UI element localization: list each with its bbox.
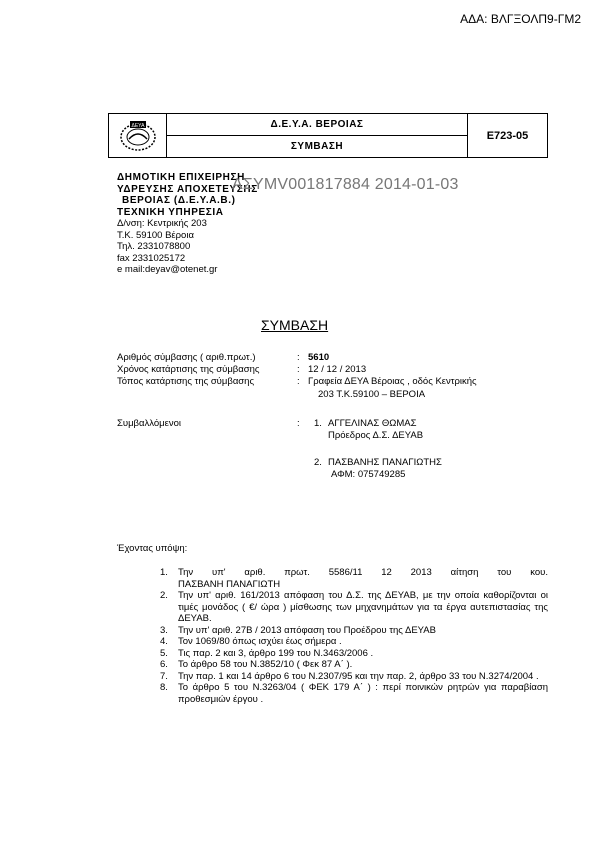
contract-number-value: 5610 [308,352,330,363]
list-item: 4. Τον 1069/80 όπως ισχύει έως σήμερα . [160,636,342,647]
list-item: 1. Την υπ' αριθ. πρωτ. 5586/11 12 2013 αίτηση του κου. ΠΑΣΒΑΝΗ ΠΑΝΑΓΙΩΤΗ [160,567,548,590]
org-postal: Τ.Κ. 59100 Βέροια [117,229,194,241]
colon: : [297,364,300,375]
header-doc-code: Ε723-05 [486,129,529,142]
list-item: 3. Την υπ' αριθ. 27Β / 2013 απόφαση του Προέδρου της ΔΕΥΑΒ [160,624,436,636]
header-table [108,113,548,158]
colon: : [297,376,300,387]
parties-label: Συμβαλλόμενοι [117,418,181,429]
contract-place-value-line2: 203 Τ.Κ.59100 – ΒΕΡΟΙΑ [318,389,426,400]
org-fax: fax 2331025172 [117,252,186,264]
org-line3: ΒΕΡΟΙΑΣ (Δ.Ε.Υ.Α.Β.) [122,195,236,206]
org-line1: ΔΗΜΟΤΙΚΗ ΕΠΙΧΕΙΡΗΣΗ [117,172,245,183]
header-doc-type: ΣΥΜΒΑΣΗ [290,141,344,152]
logo-text: ΔΕΥΑ [131,122,144,129]
party1-role: Πρόεδρος Δ.Σ. ΔΕΥΑΒ [328,430,424,441]
ada-code: ΑΔΑ: ΒΛΓΞΟΛΠ9-ΓΜ2 [460,12,581,26]
considering-heading: Έχοντας υπόψη: [117,543,188,554]
registry-stamp: ΑΣΥΜV001817884 2014-01-03 [232,176,459,193]
colon: : [297,418,300,429]
list-item: 7. Την παρ. 1 και 14 άρθρο 6 του Ν.2307/95 και την παρ. 2, άρθρο 33 του Ν.3274/2004 . [160,670,539,682]
party1-num: 1. [314,418,322,429]
contract-place-label: Τόπος κατάρτισης της σύμβασης [117,376,255,387]
org-address: Δ/νση: Κεντρικής 203 [117,218,207,229]
org-line4: ΤΕΧΝΙΚΗ ΥΠΗΡΕΣΙΑ [117,206,224,218]
contract-date-label: Χρόνος κατάρτισης της σύμβασης [117,364,260,375]
contract-date-value: 12 / 12 / 2013 [308,364,367,375]
deya-logo [109,114,167,157]
list-item: 8. Το άρθρο 5 του Ν.3263/04 ( ΦΕΚ 179 Α΄ ) : περί ποινικών ρητρών για παραβίαση προθεσμιών έργου . [160,682,548,705]
considerations-list [160,567,548,705]
party2-num: 2. [314,457,322,468]
org-phone: Τηλ. 2331078800 [117,241,191,252]
org-line2: ΥΔΡΕΥΣΗΣ ΑΠΟΧΕΤΕΥΣΗΣ [117,183,258,195]
party2-name: ΠΑΣΒΑΝΗΣ ΠΑΝΑΓΙΩΤΗΣ [328,457,442,468]
list-item: 2. Την υπ' αριθ. 161/2013 απόφαση του Δ.Σ. της ΔΕΥΑΒ, με την οποία καθορίζονται οι τιμές μονάδος ( €/ ώρα ) μίσθωσης των μηχανημάτων για τα έργα αυτεπιστασίας της ΔΕΥΑΒ. [160,590,548,624]
party2-afm: ΑΦΜ: 075749285 [331,469,406,480]
header-org-name: Δ.Ε.Υ.Α. ΒΕΡΟΙΑΣ [167,114,467,136]
list-item: 5. Τις παρ. 2 και 3, άρθρο 199 του Ν.3463/2006 . [160,647,374,659]
contract-place-value-line1: Γραφεία ΔΕΥΑ Βέροιας , οδός Κεντρικής [308,376,477,387]
list-item: 6. Το άρθρο 58 του Ν.3852/10 ( Φεκ 87 Α΄ ). [160,659,353,670]
colon: : [297,352,300,363]
org-email: e mail:deyav@otenet.gr [117,264,218,275]
document-title: ΣΥΜΒΑΣΗ [261,317,329,333]
party1-name: ΑΓΓΕΛΙΝΑΣ ΘΩΜΑΣ [328,418,417,429]
contract-number-label: Αριθμός σύμβασης ( αριθ.πρωτ.) [117,352,256,363]
